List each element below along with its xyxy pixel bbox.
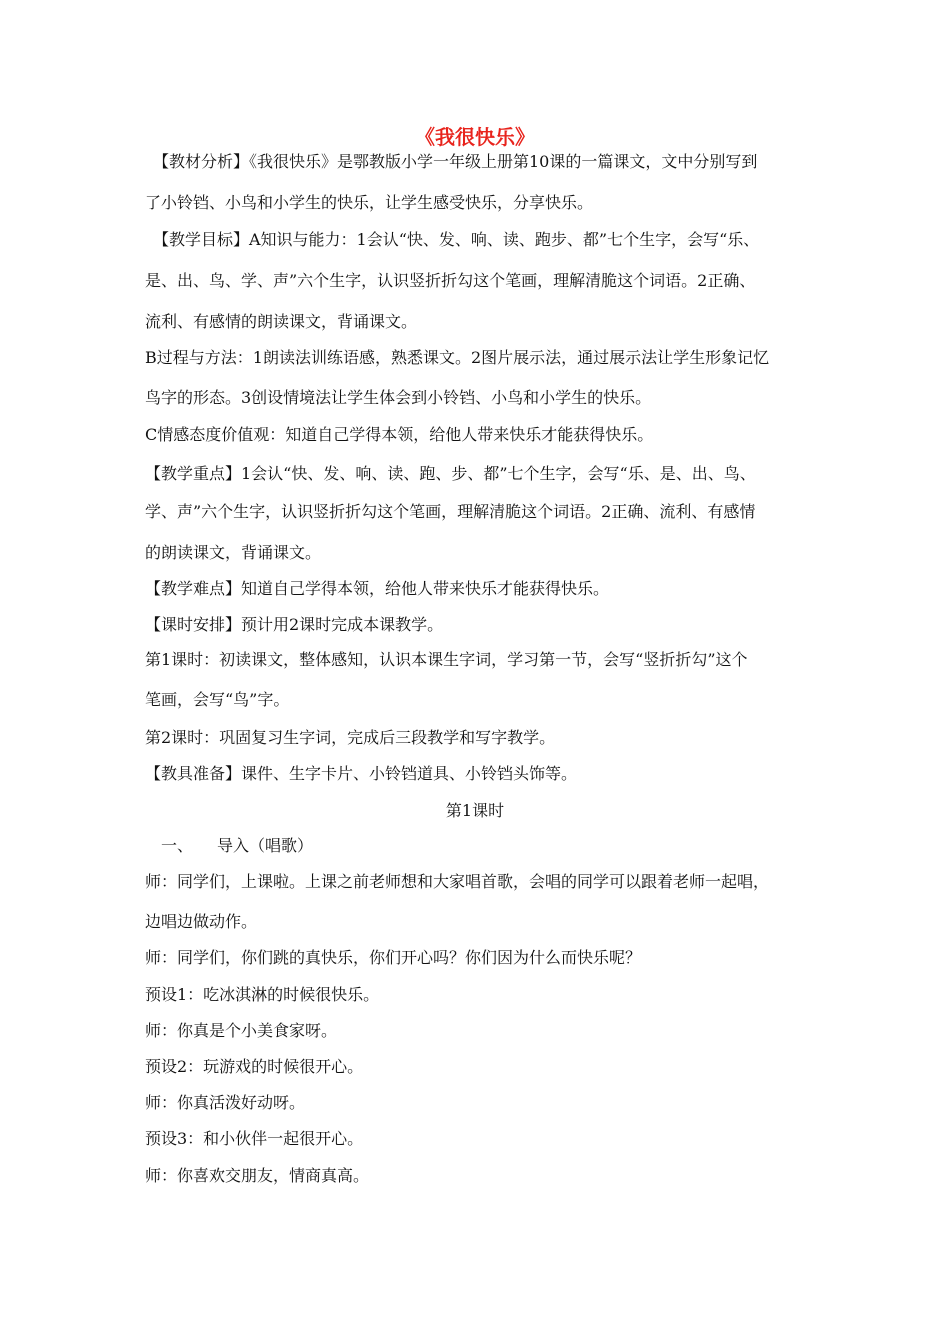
text-line: 的朗读课文，背诵课文。: [145, 543, 322, 562]
text-line: 师：你真是个小美食家呀。: [145, 1021, 338, 1040]
text-line: 第2课时：巩固复习生字词，完成后三段教学和写字教学。: [145, 728, 556, 747]
text-line: 师：你真活泼好动呀。: [145, 1093, 306, 1112]
text-line: 边唱边做动作。: [145, 912, 258, 931]
text-line: 【教学目标】A知识与能力：1会认“快、发、响、读、跑步、都”七个生字，会写“乐、: [145, 230, 760, 249]
text-line: 笔画，会写“鸟”字。: [145, 690, 290, 709]
text-line: 师：你喜欢交朋友，情商真高。: [145, 1166, 370, 1185]
text-line: 师：同学们，你们跳的真快乐，你们开心吗？你们因为什么而快乐呢？: [145, 948, 642, 967]
text-line: 【教学重点】1会认“快、发、响、读、跑、步、都”七个生字，会写“乐、是、出、鸟、: [145, 464, 756, 483]
text-line: 【课时安排】预计用2课时完成本课教学。: [145, 615, 444, 634]
document-title: 《我很快乐》: [415, 125, 535, 149]
text-line: 师：同学们，上课啦。上课之前老师想和大家唱首歌，会唱的同学可以跟着老师一起唱，: [145, 872, 770, 891]
text-line: 【教具准备】课件、生字卡片、小铃铛道具、小铃铛头饰等。: [145, 764, 578, 783]
section-heading: 第1课时: [445, 801, 505, 820]
text-line: 【教学难点】知道自己学得本领，给他人带来快乐才能获得快乐。: [145, 579, 610, 598]
text-line: B过程与方法：1朗读法训练语感，熟悉课文。2图片展示法，通过展示法让学生形象记忆: [145, 348, 770, 367]
text-line: 【教材分析】《我很快乐》是鄂教版小学一年级上册第10课的一篇课文，文中分别写到: [145, 152, 758, 171]
text-line: 第1课时：初读课文，整体感知，认识本课生字词，学习第一节，会写“竖折折勾”这个: [145, 650, 748, 669]
text-line: 学、声”六个生字，认识竖折折勾这个笔画，理解清脆这个词语。2正确、流利、有感情: [145, 502, 756, 521]
text-line: 是、出、鸟、学、声”六个生字，认识竖折折勾这个笔画，理解清脆这个词语。2正确、: [145, 271, 756, 290]
text-line: 预设1：吃冰淇淋的时候很快乐。: [145, 985, 380, 1004]
text-line: 一、 导入（唱歌）: [145, 836, 314, 855]
text-line: 流利、有感情的朗读课文，背诵课文。: [145, 312, 418, 331]
text-line: 预设3：和小伙伴一起很开心。: [145, 1129, 364, 1148]
text-line: C情感态度价值观：知道自己学得本领，给他人带来快乐才能获得快乐。: [145, 425, 654, 444]
text-line: 鸟字的形态。3创设情境法让学生体会到小铃铛、小鸟和小学生的快乐。: [145, 388, 652, 407]
text-line: 预设2：玩游戏的时候很开心。: [145, 1057, 364, 1076]
text-line: 了小铃铛、小鸟和小学生的快乐，让学生感受快乐，分享快乐。: [145, 193, 594, 212]
